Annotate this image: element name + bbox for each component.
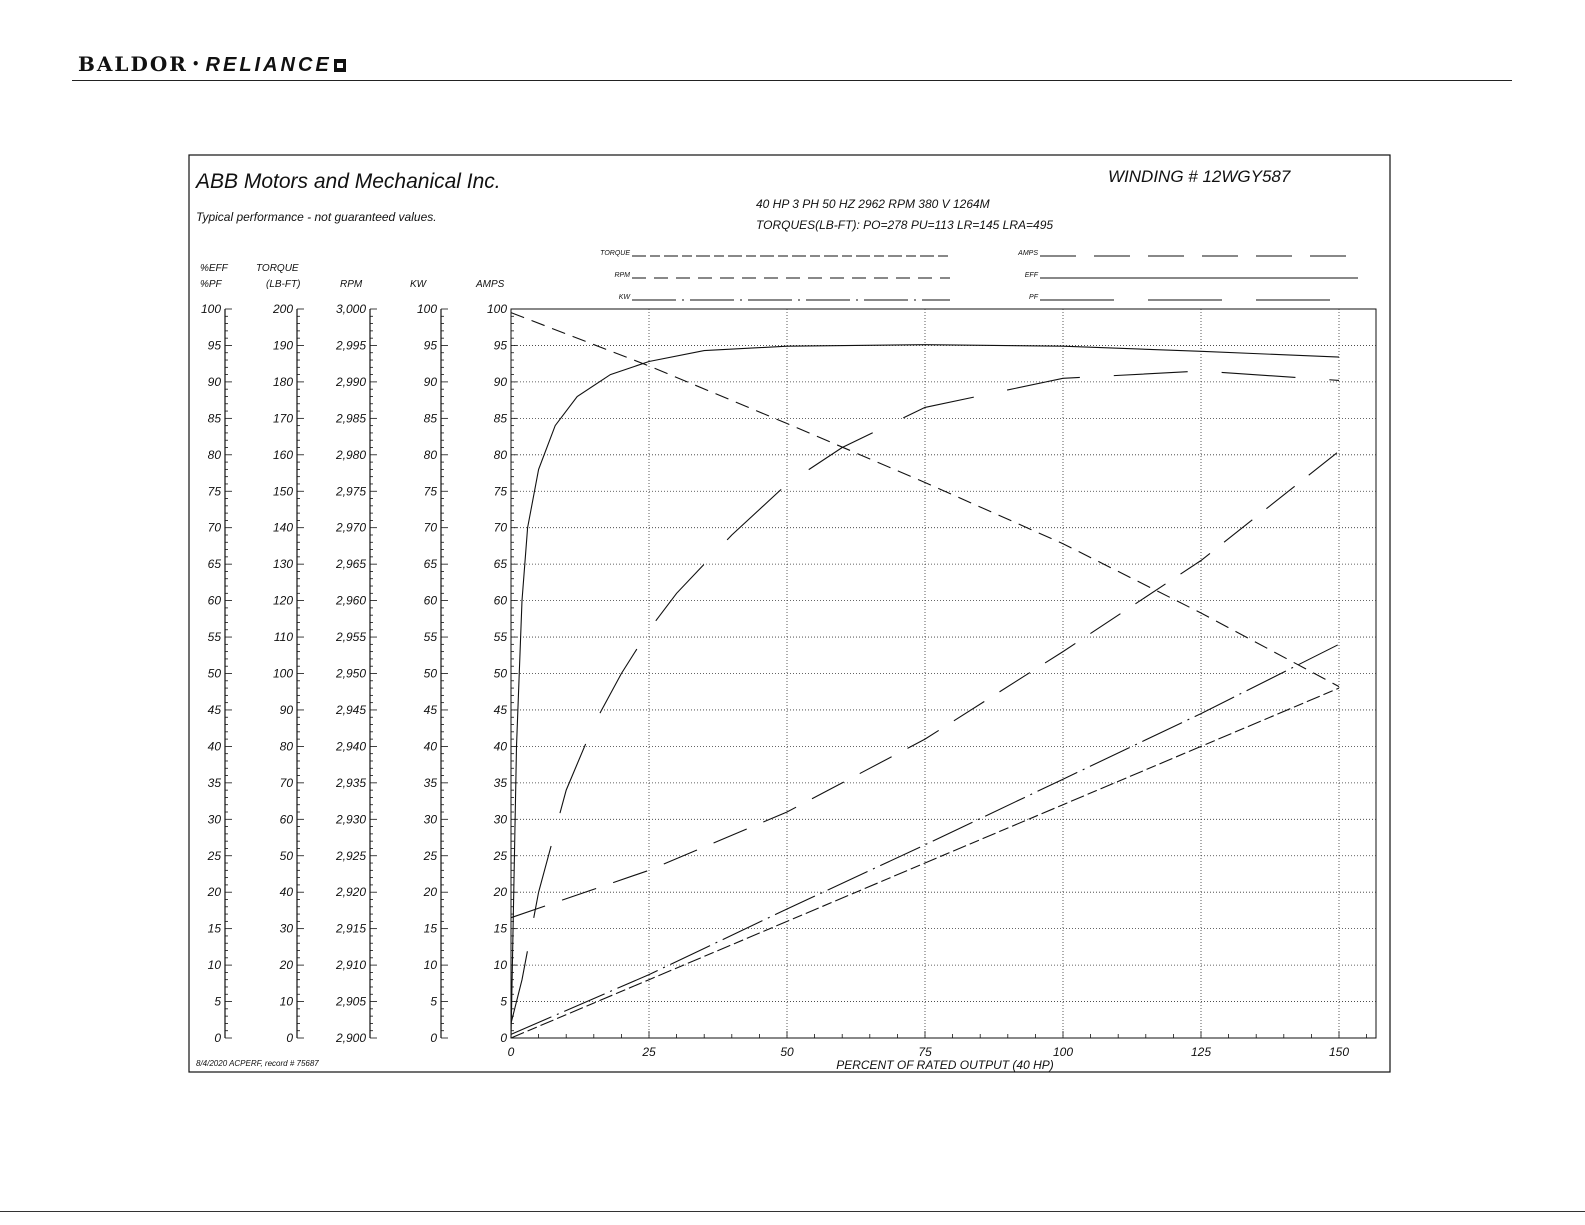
scale-tick-label: 55: [493, 630, 507, 645]
company-name: ABB Motors and Mechanical Inc.: [196, 170, 501, 193]
scale-tick-label: 85: [207, 411, 221, 426]
scale-tick-label: 140: [272, 520, 293, 535]
scale-tick-label: 55: [423, 630, 437, 645]
scale-tick-label: 70: [279, 775, 293, 790]
brand-dot: •: [191, 57, 202, 71]
scale-header: (LB-FT): [266, 279, 301, 290]
scale-tick-label: 2,990: [335, 374, 366, 389]
scale-tick-label: 70: [493, 520, 507, 535]
scale-tick-label: 2,955: [335, 630, 366, 645]
scale-tick-label: 90: [279, 702, 293, 717]
scale-tick-label: 20: [279, 958, 293, 973]
scale-tick-label: 55: [207, 630, 221, 645]
scale-tick-label: 60: [423, 593, 437, 608]
brand-reliance: RELIANCE: [205, 54, 332, 76]
scale-tick-label: 5: [500, 994, 507, 1009]
scale-tick-label: 2,975: [335, 484, 366, 499]
legend-label: TORQUE: [600, 250, 630, 257]
scale-tick-label: 60: [207, 593, 221, 608]
legend-label: AMPS: [1018, 250, 1038, 257]
scale-tick-label: 15: [207, 921, 221, 936]
y-scales: [200, 263, 517, 1045]
scale-tick-label: 90: [493, 374, 507, 389]
scale-tick-label: 35: [423, 775, 437, 790]
scale-tick-label: 2,920: [335, 885, 366, 900]
scale-tick-label: 50: [423, 666, 437, 681]
scale-tick-label: 2,960: [335, 593, 366, 608]
scale-tick-label: 0: [214, 1031, 221, 1045]
scale-tick-label: 50: [207, 666, 221, 681]
scale-tick-label: 100: [416, 302, 437, 316]
scale-tick-label: 30: [279, 921, 293, 936]
x-tick-label: 0: [507, 1045, 515, 1059]
scale-tick-label: 35: [493, 775, 507, 790]
scale-tick-label: 25: [207, 848, 221, 863]
legend-label: PF: [1029, 294, 1038, 301]
scale-tick-label: 3,000: [335, 302, 366, 316]
scale-tick-label: 2,985: [335, 411, 366, 426]
scale-tick-label: 170: [272, 411, 293, 426]
scale-tick-label: 25: [493, 848, 507, 863]
scale-tick-label: 90: [423, 374, 437, 389]
scale-tick-label: 40: [493, 739, 507, 754]
scale-tick-label: 65: [207, 557, 221, 572]
scale-tick-label: 40: [423, 739, 437, 754]
scale-header: AMPS: [476, 279, 505, 290]
scale-tick-label: 50: [279, 848, 293, 863]
scale-tick-label: 75: [423, 484, 437, 499]
scale-tick-label: 90: [207, 374, 221, 389]
scale-tick-label: 100: [486, 302, 507, 316]
scale-tick-label: 2,945: [335, 702, 366, 717]
scale-tick-label: 2,900: [335, 1031, 366, 1045]
scale-tick-label: 5: [430, 994, 437, 1009]
spec-line-1: 40 HP 3 PH 50 HZ 2962 RPM 380 V 1264M: [756, 197, 990, 211]
chart-border: [189, 155, 1390, 1072]
scale-tick-label: 45: [207, 702, 221, 717]
scale-tick-label: 45: [423, 702, 437, 717]
scale-tick-label: 120: [272, 593, 293, 608]
scale-tick-label: 65: [423, 557, 437, 572]
scale-tick-label: 95: [493, 338, 507, 353]
scale-tick-label: 85: [423, 411, 437, 426]
scale-tick-label: 2,950: [335, 666, 366, 681]
scale-header: RPM: [340, 279, 363, 290]
scale-tick-label: 10: [207, 958, 221, 973]
scale-tick-label: 2,905: [335, 994, 366, 1009]
scale-tick-label: 2,970: [335, 520, 366, 535]
scale-tick-label: 2,965: [335, 557, 366, 572]
x-tick-label: 125: [1190, 1045, 1212, 1059]
plot-area: [508, 309, 1376, 1059]
scale-tick-label: 20: [423, 885, 437, 900]
scale-header: %PF: [200, 279, 222, 290]
scale-header: %EFF: [200, 263, 228, 274]
scale-tick-label: 60: [493, 593, 507, 608]
scale-tick-label: 35: [207, 775, 221, 790]
scale-tick-label: 80: [207, 447, 221, 462]
legend: [600, 250, 1358, 301]
scale-tick-label: 2,925: [335, 848, 366, 863]
scale-tick-label: 75: [493, 484, 507, 499]
disclaimer-text: Typical performance - not guaranteed values.: [196, 210, 437, 224]
scale-tick-label: 80: [279, 739, 293, 754]
scale-tick-label: 15: [423, 921, 437, 936]
brand-baldor: BALDOR: [78, 52, 188, 76]
scale-tick-label: 2,930: [335, 812, 366, 827]
scale-tick-label: 100: [272, 666, 293, 681]
scale-tick-label: 2,980: [335, 447, 366, 462]
legend-label: KW: [618, 294, 630, 301]
scale-header: KW: [410, 279, 427, 290]
scale-tick-label: 2,935: [335, 775, 366, 790]
scale-tick-label: 10: [279, 994, 293, 1009]
scale-tick-label: 30: [207, 812, 221, 827]
series-line-torque: [511, 688, 1339, 1038]
winding-label: WINDING # 12WGY587: [1108, 167, 1291, 186]
scale-tick-label: 20: [493, 885, 507, 900]
scale-header: TORQUE: [256, 263, 299, 274]
chart-footer-note: 8/4/2020 ACPERF, record # 75687: [196, 1059, 319, 1068]
scale-tick-label: 0: [430, 1031, 437, 1045]
scale-tick-label: 40: [279, 885, 293, 900]
scale-tick-label: 2,995: [335, 338, 366, 353]
x-tick-label: 100: [1052, 1045, 1074, 1059]
scale-tick-label: 80: [493, 447, 507, 462]
scale-tick-label: 30: [423, 812, 437, 827]
scale-tick-label: 110: [273, 630, 293, 645]
scale-tick-label: 5: [214, 994, 221, 1009]
spec-line-2: TORQUES(LB-FT): PO=278 PU=113 LR=145 LRA=495: [756, 218, 1054, 232]
scale-tick-label: 2,910: [335, 958, 366, 973]
scale-tick-label: 45: [493, 702, 507, 717]
scale-tick-label: 95: [423, 338, 437, 353]
scale-tick-label: 60: [279, 812, 293, 827]
x-tick-label: 75: [918, 1045, 932, 1059]
scale-tick-label: 0: [286, 1031, 293, 1045]
scale-tick-label: 40: [207, 739, 221, 754]
scale-tick-label: 75: [207, 484, 221, 499]
scale-tick-label: 130: [272, 557, 293, 572]
scale-tick-label: 2,940: [335, 739, 366, 754]
scale-tick-label: 70: [423, 520, 437, 535]
series-line-eff: [511, 345, 1339, 1038]
scale-tick-label: 180: [272, 374, 293, 389]
scale-tick-label: 30: [493, 812, 507, 827]
scale-tick-label: 15: [493, 921, 507, 936]
x-tick-label: 25: [642, 1045, 656, 1059]
scale-tick-label: 160: [272, 447, 293, 462]
scale-tick-label: 85: [493, 411, 507, 426]
scale-tick-label: 95: [207, 338, 221, 353]
legend-label: RPM: [614, 272, 630, 279]
scale-tick-label: 20: [207, 885, 221, 900]
scale-tick-label: 2,915: [335, 921, 366, 936]
scale-tick-label: 70: [207, 520, 221, 535]
scale-tick-label: 80: [423, 447, 437, 462]
scale-tick-label: 10: [493, 958, 507, 973]
legend-label: EFF: [1024, 272, 1038, 279]
scale-tick-label: 50: [493, 666, 507, 681]
scale-tick-label: 200: [272, 302, 293, 316]
scale-tick-label: 25: [423, 848, 437, 863]
scale-tick-label: 10: [423, 958, 437, 973]
x-tick-label: 50: [780, 1045, 794, 1059]
scale-tick-label: 0: [500, 1031, 507, 1045]
x-axis-label: PERCENT OF RATED OUTPUT (40 HP): [836, 1058, 1054, 1072]
scale-tick-label: 150: [272, 484, 293, 499]
x-tick-label: 150: [1328, 1045, 1350, 1059]
scale-tick-label: 190: [272, 338, 293, 353]
scale-tick-label: 100: [200, 302, 221, 316]
scale-tick-label: 65: [493, 557, 507, 572]
